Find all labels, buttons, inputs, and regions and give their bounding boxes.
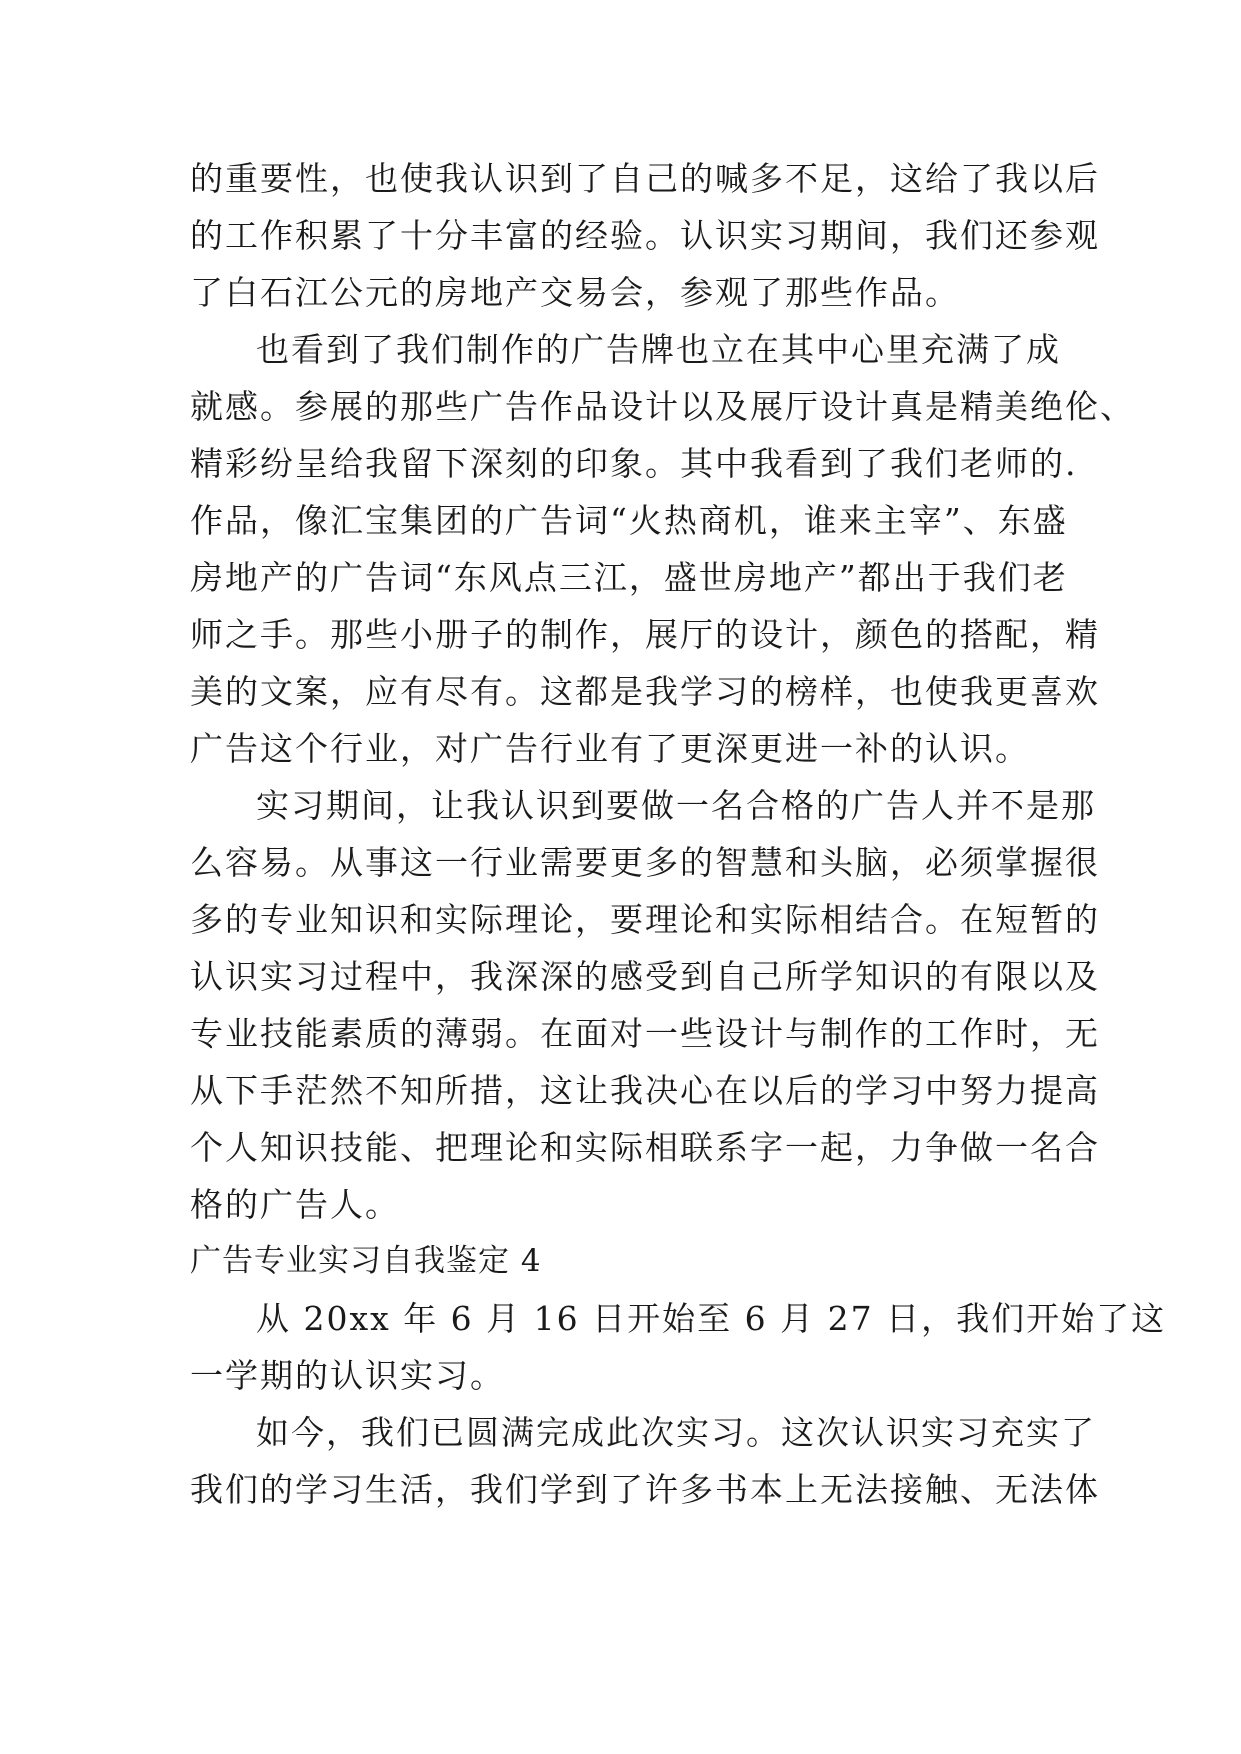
text-line: 从 20xx 年 6 月 16 日开始至 6 月 27 日，我们开始了这 (256, 1299, 1167, 1338)
paragraph-1 (190, 150, 1100, 321)
text-line: 格的广告人。 (190, 1185, 400, 1224)
text-line: 房地产的广告词“东风点三江，盛世房地产”都出于我们老 (190, 558, 1068, 597)
text-line: 个人知识技能、把理论和实际相联系字一起，力争做一名合 (190, 1128, 1100, 1167)
text-line: 师之手。那些小册子的制作，展厅的设计，颜色的搭配，精 (190, 615, 1100, 654)
paragraph-3 (190, 777, 1100, 1233)
text-line: 也看到了我们制作的广告牌也立在其中心里充满了成 (256, 330, 1061, 369)
text-line: 广告这个行业，对广告行业有了更深更进一补的认识。 (190, 729, 1030, 768)
text-line: 么容易。从事这一行业需要更多的智慧和头脑，必须掌握很 (190, 843, 1100, 882)
text-line: 认识实习过程中，我深深的感受到自己所学知识的有限以及 (190, 957, 1100, 996)
paragraph-2 (190, 321, 1135, 777)
text-line: 精彩纷呈给我留下深刻的印象。其中我看到了我们老师的. (190, 444, 1078, 483)
text-line: 作品，像汇宝集团的广告词“火热商机，谁来主宰”、东盛 (190, 501, 1068, 540)
section-heading: 广告专业实习自我鉴定 4 (190, 1243, 542, 1279)
text-line: 了白石江公元的房地产交易会，参观了那些作品。 (190, 273, 960, 312)
text-line: 从下手茫然不知所措，这让我决心在以后的学习中努力提高 (190, 1071, 1100, 1110)
text-line: 的重要性，也使我认识到了自己的喊多不足，这给了我以后 (190, 159, 1100, 198)
text-line: 专业技能素质的薄弱。在面对一些设计与制作的工作时，无 (190, 1014, 1100, 1053)
document-body (190, 150, 1167, 1518)
paragraph-4 (190, 1290, 1167, 1404)
text-line: 多的专业知识和实际理论，要理论和实际相结合。在短暂的 (190, 900, 1100, 939)
text-line: 我们的学习生活，我们学到了许多书本上无法接触、无法体 (190, 1470, 1100, 1509)
text-line: 就感。参展的那些广告作品设计以及展厅设计真是精美绝伦、 (190, 387, 1135, 426)
paragraph-5 (190, 1404, 1100, 1518)
text-line: 美的文案，应有尽有。这都是我学习的榜样，也使我更喜欢 (190, 672, 1100, 711)
text-line: 一学期的认识实习。 (190, 1356, 505, 1395)
text-line: 的工作积累了十分丰富的经验。认识实习期间，我们还参观 (190, 216, 1100, 255)
text-line: 实习期间，让我认识到要做一名合格的广告人并不是那 (256, 786, 1096, 825)
text-line: 如今，我们已圆满完成此次实习。这次认识实习充实了 (256, 1413, 1096, 1452)
